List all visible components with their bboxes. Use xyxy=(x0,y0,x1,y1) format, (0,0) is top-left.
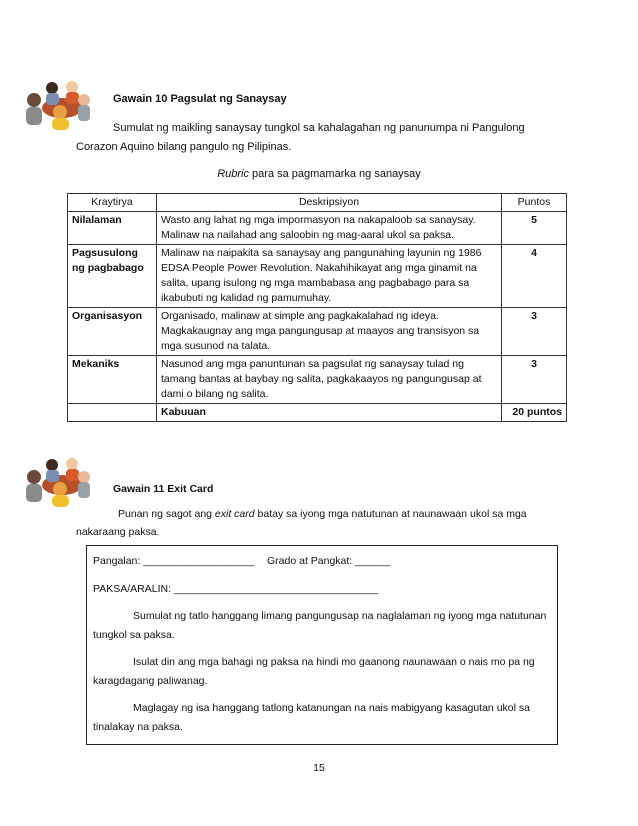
rubric-caption-rest: para sa pagmamarka ng sanaysay xyxy=(248,168,421,180)
activity11-instruction-italic: exit card xyxy=(214,508,255,520)
criteria-cell: Mekaniks xyxy=(68,356,157,404)
activity11-instruction-post: batay sa iyong mga natutunan at naunawaan ukol sa mga xyxy=(254,508,527,520)
description-cell: Malinaw na naipakita sa sanaysay ang pangunahing layunin ng 1986 EDSA People Power Revolution. Nakahihikayat ang mga ginamit na salita, upang isulong ng mga mambabasa ang pagbabago para sa ikabubuti ng kalidad ng pamumuhay. xyxy=(157,245,502,308)
group-discussion-clipart-2 xyxy=(22,455,92,507)
header-description: Deskripsiyon xyxy=(157,194,502,212)
total-empty-cell xyxy=(68,404,157,422)
exit-card-item2-line2: karagdagang paliwanag. xyxy=(93,675,208,687)
exit-card-item2-line1: Isulat din ang mga bahagi ng paksa na hindi mo gaanong naunawaan o nais mo pa ng xyxy=(133,656,535,668)
table-row xyxy=(68,308,567,356)
description-cell: Organisado, malinaw at simple ang pagkakalahad ng ideya. Magkakaugnay ang mga pangungusap at maayos ang transisyon sa mga susunod na talata. xyxy=(157,308,502,356)
total-row xyxy=(68,404,567,422)
exit-card-name-label: Pangalan: ___________________ xyxy=(93,555,255,567)
criteria-cell: Organisasyon xyxy=(68,308,157,356)
activity10-instruction-line1: Sumulat ng maikling sanaysay tungkol sa kahalagahan ng panunumpa ni Pangulong xyxy=(113,122,525,134)
exit-card-item3-line2: tinalakay na paksa. xyxy=(93,721,183,733)
header-criteria: Kraytirya xyxy=(68,194,157,212)
criteria-cell: Nilalaman xyxy=(68,212,157,245)
table-row xyxy=(68,245,567,308)
description-cell: Nasunod ang mga panuntunan sa pagsulat ng sanaysay tulad ng tamang bantas at baybay ng salita, pagkakaayos ng pangungusap at dami o bilang ng salita. xyxy=(157,356,502,404)
header-points: Puntos xyxy=(502,194,567,212)
exit-card-box xyxy=(86,545,558,745)
group-discussion-clipart xyxy=(22,78,92,130)
activity11-instruction-line2: nakaraang paksa. xyxy=(76,526,160,538)
exit-card-item1-line1: Sumulat ng tatlo hanggang limang pangungusap na naglalaman ng iyong mga natutunan xyxy=(133,610,547,622)
activity10-instruction-line2: Corazon Aquino bilang pangulo ng Pilipinas. xyxy=(76,141,292,153)
rubric-caption-italic: Rubric xyxy=(217,168,249,180)
rubric-table xyxy=(67,193,567,422)
exit-card-item3-line1: Maglagay ng isa hanggang tatlong katanungan na nais mabigyang kasagutan ukol sa xyxy=(133,702,530,714)
table-row xyxy=(68,356,567,404)
exit-card-topic-label: PAKSA/ARALIN: ___________________________________ xyxy=(93,583,379,595)
points-cell: 3 xyxy=(502,308,567,356)
activity11-instruction-line1 xyxy=(118,505,527,524)
points-cell: 4 xyxy=(502,245,567,308)
rubric-header-row xyxy=(68,194,567,212)
activity10-title: Gawain 10 Pagsulat ng Sanaysay xyxy=(113,93,287,105)
total-label: Kabuuan xyxy=(157,404,502,422)
points-cell: 5 xyxy=(502,212,567,245)
criteria-cell: Pagsusulong ng pagbabago xyxy=(68,245,157,308)
table-row xyxy=(68,212,567,245)
description-cell: Wasto ang lahat ng mga impormasyon na nakapaloob sa sanaysay. Malinaw na nailahad ang saloobin ng mag-aaral ukol sa paksa. xyxy=(157,212,502,245)
rubric-caption xyxy=(0,165,638,184)
exit-card-grade-label: Grado at Pangkat: ______ xyxy=(267,555,391,567)
page-number: 15 xyxy=(313,762,325,774)
activity11-title: Gawain 11 Exit Card xyxy=(113,483,214,495)
total-points: 20 puntos xyxy=(502,404,567,422)
points-cell: 3 xyxy=(502,356,567,404)
activity11-instruction-pre: Punan ng sagot ang xyxy=(118,508,215,520)
exit-card-item1-line2: tungkol sa paksa. xyxy=(93,629,175,641)
